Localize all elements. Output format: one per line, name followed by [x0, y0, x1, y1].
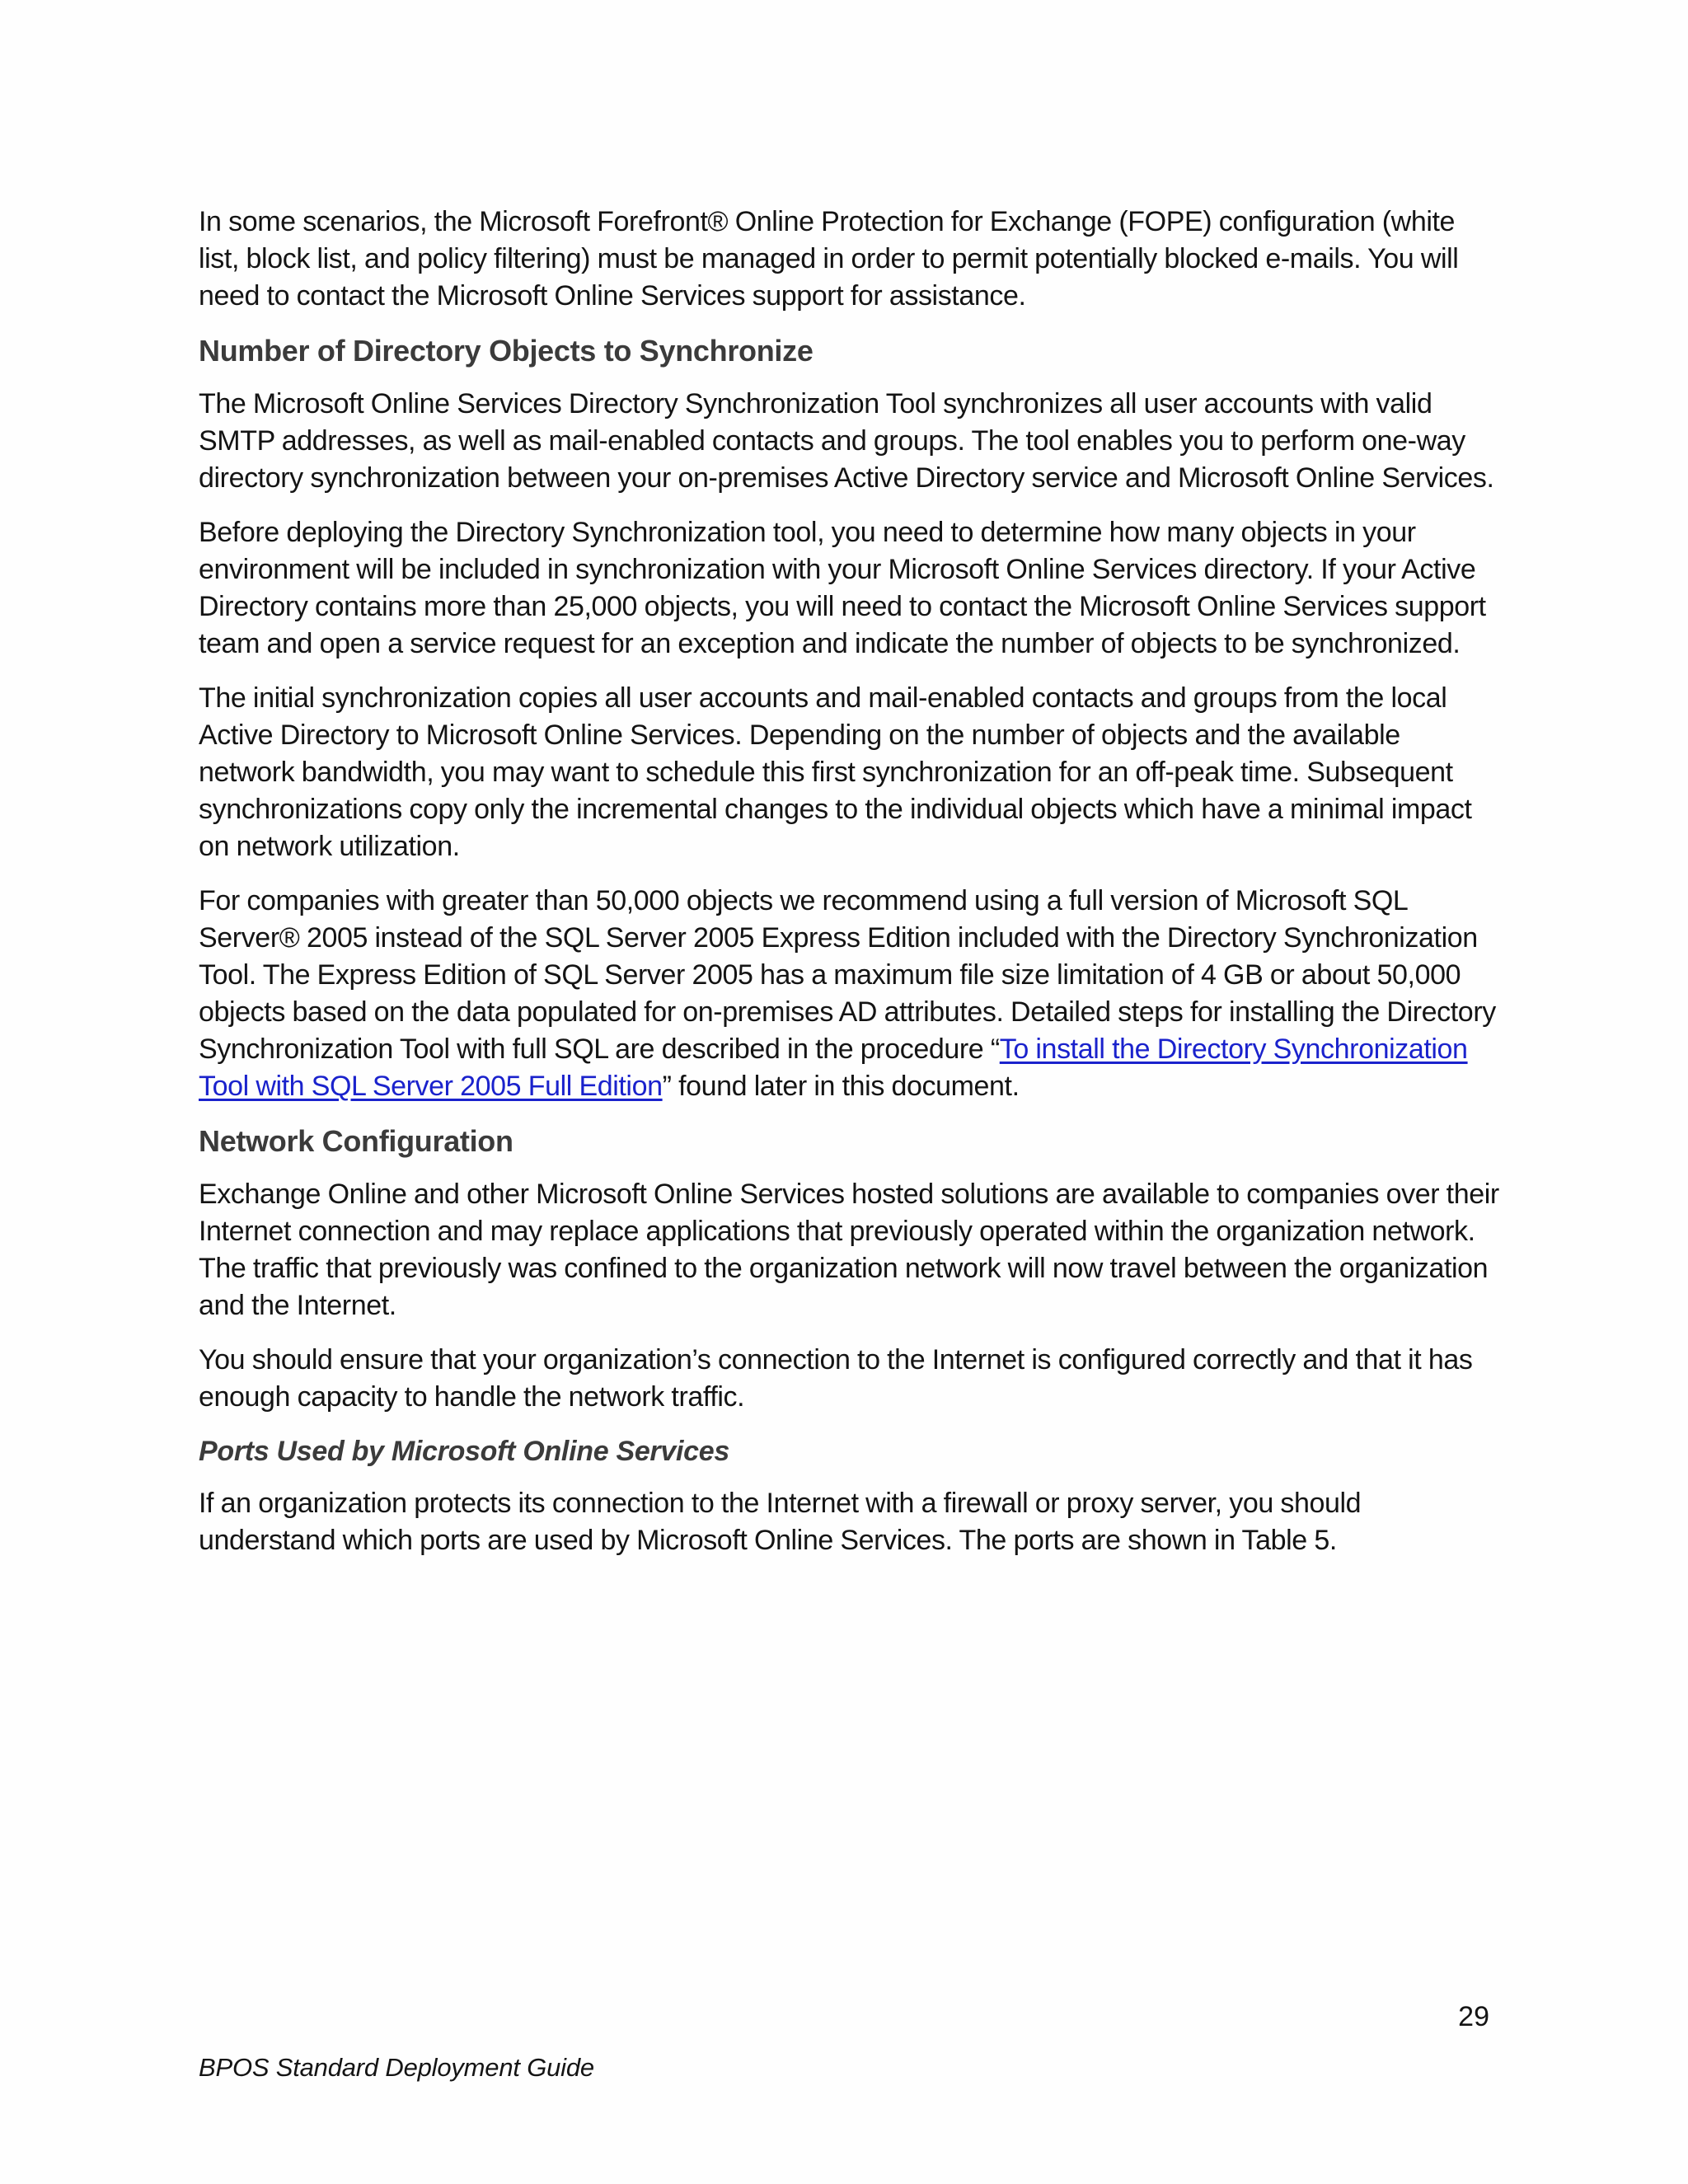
- network-paragraph-2: You should ensure that your organization’s connection to the Internet is configured correctly and that it has enough capacity to handle the network traffic.: [199, 1344, 1473, 1413]
- directory-objects-paragraph-2: Before deploying the Directory Synchronization tool, you need to determine how many objects in your environment will be included in synchronization with your Microsoft Online Services directory. If your Active Directory contains more than 25,000 objects, you will need to contact the Microsoft Online Services support team and open a service request for an exception and indicate the number of objects to be synchronized.: [199, 517, 1486, 659]
- page-number: 29: [1458, 2001, 1489, 2032]
- sql-paragraph-text-after: ” found later in this document.: [662, 1071, 1020, 1102]
- ports-paragraph: If an organization protects its connection to the Internet with a firewall or proxy server, you should understand which ports are used by Microsoft Online Services. The ports are shown in Table 5.: [199, 1488, 1362, 1556]
- section-heading-directory-objects: Number of Directory Objects to Synchronize: [199, 334, 814, 368]
- sql-paragraph-text-before: For companies with greater than 50,000 objects we recommend using a full version of Microsoft SQL Server® 2005 instead of the SQL Server 2005 Express Edition included with the Directory Synchronization Tool. The Express Edition of SQL Server 2005 has a maximum file size limitation of 4 GB or about 50,000 objects based on the data populated for on-premises AD attributes. Detailed steps for installing the Directory Synchronization Tool with full SQL are described in the procedure “: [199, 885, 1496, 1065]
- intro-paragraph: In some scenarios, the Microsoft Forefront® Online Protection for Exchange (FOPE) configuration (white list, block list, and policy filtering) must be managed in order to permit potentially blocked e-mails. You will need to contact the Microsoft Online Services support for assistance.: [199, 206, 1459, 312]
- network-paragraph-1: Exchange Online and other Microsoft Online Services hosted solutions are available to companies over their Internet connection and may replace applications that previously operated within the organization network. The traffic that previously was confined to the organization network will now travel between the organization and the Internet.: [199, 1179, 1499, 1321]
- footer-document-title: BPOS Standard Deployment Guide: [199, 2053, 594, 2082]
- directory-objects-paragraph-3: The initial synchronization copies all user accounts and mail-enabled contacts and groups from the local Active Directory to Microsoft Online Services. Depending on the number of objects and the available network bandwidth, you may want to schedule this first synchronization for an off-peak time. Subsequent synchronizations copy only the incremental changes to the individual objects which have a minimal impact on network utilization.: [199, 682, 1472, 862]
- install-dirsync-full-sql-link[interactable]: To install the Directory Synchronization Tool with SQL Server 2005 Full Edition: [199, 1033, 1468, 1102]
- section-heading-network-configuration: Network Configuration: [199, 1124, 513, 1158]
- page-content: [199, 204, 1501, 1577]
- subsection-heading-ports: Ports Used by Microsoft Online Services: [199, 1436, 729, 1467]
- sql-server-paragraph: [199, 883, 1501, 1105]
- directory-objects-paragraph-1: The Microsoft Online Services Directory Synchronization Tool synchronizes all user accounts with valid SMTP addresses, as well as mail-enabled contacts and groups. The tool enables you to perform one-way directory synchronization between your on-premises Active Directory service and Microsoft Online Services.: [199, 388, 1494, 494]
